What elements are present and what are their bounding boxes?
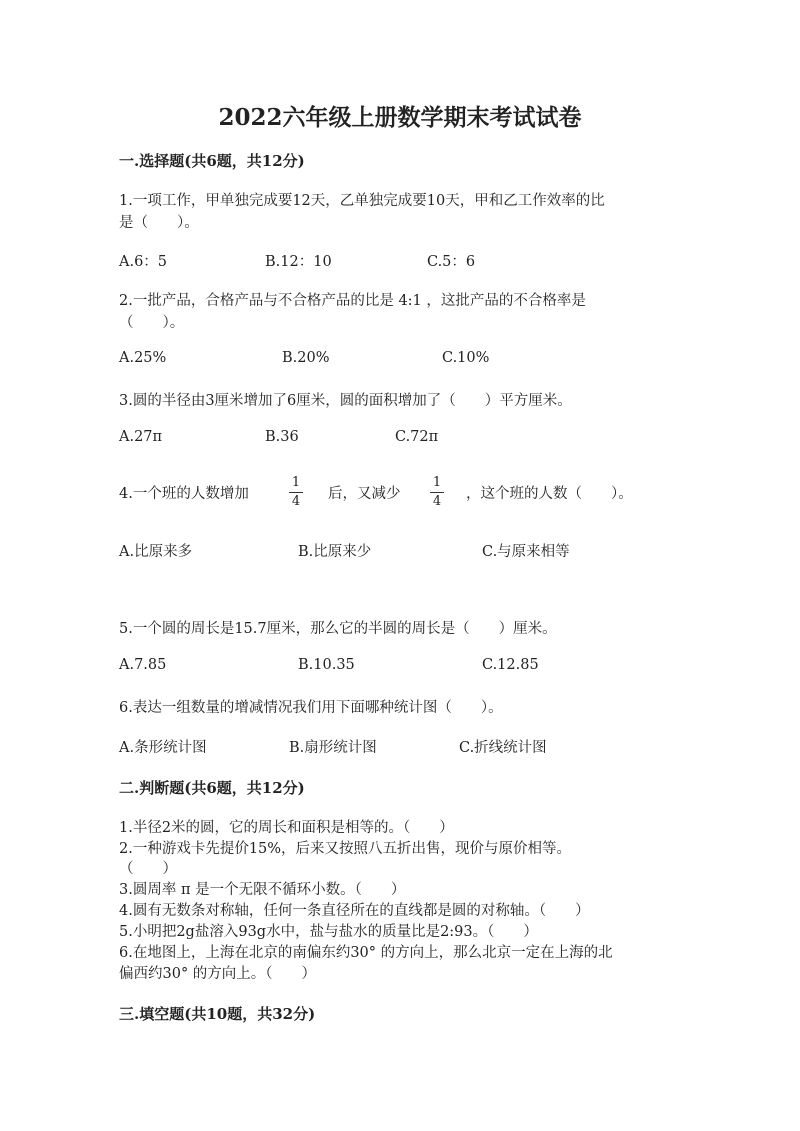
question-4-part1: 4.一个班的人数增加 xyxy=(119,486,249,502)
question-6-option-b: B.扇形统计图 xyxy=(289,740,377,756)
question-1-line2: 是（ ）。 xyxy=(119,215,199,231)
question-5-option-b: B.10.35 xyxy=(298,657,355,673)
section-heading-judgement: 二.判断题(共6题，共12分) xyxy=(119,779,305,797)
fraction-one-quarter xyxy=(289,475,303,510)
question-4-part3: ，这个班的人数（ ）。 xyxy=(466,486,633,502)
question-6-option-c: C.折线统计图 xyxy=(459,740,547,756)
question-3-option-c: C.72π xyxy=(395,429,439,445)
question-4-option-a: A.比原来多 xyxy=(119,544,193,560)
question-3-option-a: A.27π xyxy=(119,429,163,445)
question-4-part2: 后，又减少 xyxy=(328,486,401,502)
fraction-numerator: 1 xyxy=(432,475,442,490)
question-3-option-b: B.36 xyxy=(265,429,299,445)
question-1-option-c: C.5：6 xyxy=(427,254,476,270)
section-heading-fill-blank: 三.填空题(共10题，共32分) xyxy=(119,1005,316,1023)
question-3-line1: 3.圆的半径由3厘米增加了6厘米，圆的面积增加了（ ）平方厘米。 xyxy=(119,393,572,409)
fraction-bar xyxy=(289,492,303,493)
judgement-line: 偏西约30° 的方向上。（ ） xyxy=(119,966,317,982)
fraction-numerator: 1 xyxy=(291,475,301,490)
page-title: 2022六年级上册数学期末考试试卷 xyxy=(218,104,582,131)
question-5-option-c: C.12.85 xyxy=(482,657,539,673)
judgement-line: 2.一种游戏卡先提价15%，后来又按照八五折出售，现价与原价相等。 xyxy=(119,841,572,857)
fraction-one-quarter-2 xyxy=(430,475,444,510)
question-2-option-c: C.10% xyxy=(442,350,490,366)
judgement-line: 5.小明把2g盐溶入93g水中，盐与盐水的质量比是2:93。（ ） xyxy=(119,924,538,940)
question-2-option-a: A.25% xyxy=(119,350,167,366)
question-5-line1: 5.一个圆的周长是15.7厘米，那么它的半圆的周长是（ ）厘米。 xyxy=(119,621,557,637)
question-4-option-c: C.与原来相等 xyxy=(482,544,570,560)
judgement-line: 6.在地图上，上海在北京的南偏东约30° 的方向上，那么北京一定在上海的北 xyxy=(119,945,613,961)
question-1-option-a: A.6：5 xyxy=(119,254,168,270)
question-5-option-a: A.7.85 xyxy=(119,657,167,673)
question-6-line1: 6.表达一组数量的增减情况我们用下面哪种统计图（ ）。 xyxy=(119,700,503,716)
judgement-line: 3.圆周率 π 是一个无限不循环小数。（ ） xyxy=(119,882,406,898)
question-1-line1: 1.一项工作，甲单独完成要12天，乙单独完成要10天，甲和乙工作效率的比 xyxy=(119,193,605,209)
fraction-denominator: 4 xyxy=(291,494,301,509)
judgement-line: （ ） xyxy=(119,861,177,877)
question-2-line1: 2.一批产品，合格产品与不合格产品的比是 4:1 ，这批产品的不合格率是 xyxy=(119,293,586,309)
question-2-option-b: B.20% xyxy=(282,350,330,366)
question-2-line2: （ ）。 xyxy=(119,315,185,331)
question-4-option-b: B.比原来少 xyxy=(298,544,372,560)
question-6-option-a: A.条形统计图 xyxy=(119,740,207,756)
question-1-option-b: B.12：10 xyxy=(265,254,332,270)
fraction-denominator: 4 xyxy=(432,494,442,509)
fraction-bar xyxy=(430,492,444,493)
section-heading-choice: 一.选择题(共6题，共12分) xyxy=(119,152,305,170)
judgement-line: 1.半径2米的圆，它的周长和面积是相等的。（ ） xyxy=(119,820,454,836)
judgement-line: 4.圆有无数条对称轴，任何一条直径所在的直线都是圆的对称轴。（ ） xyxy=(119,903,590,919)
